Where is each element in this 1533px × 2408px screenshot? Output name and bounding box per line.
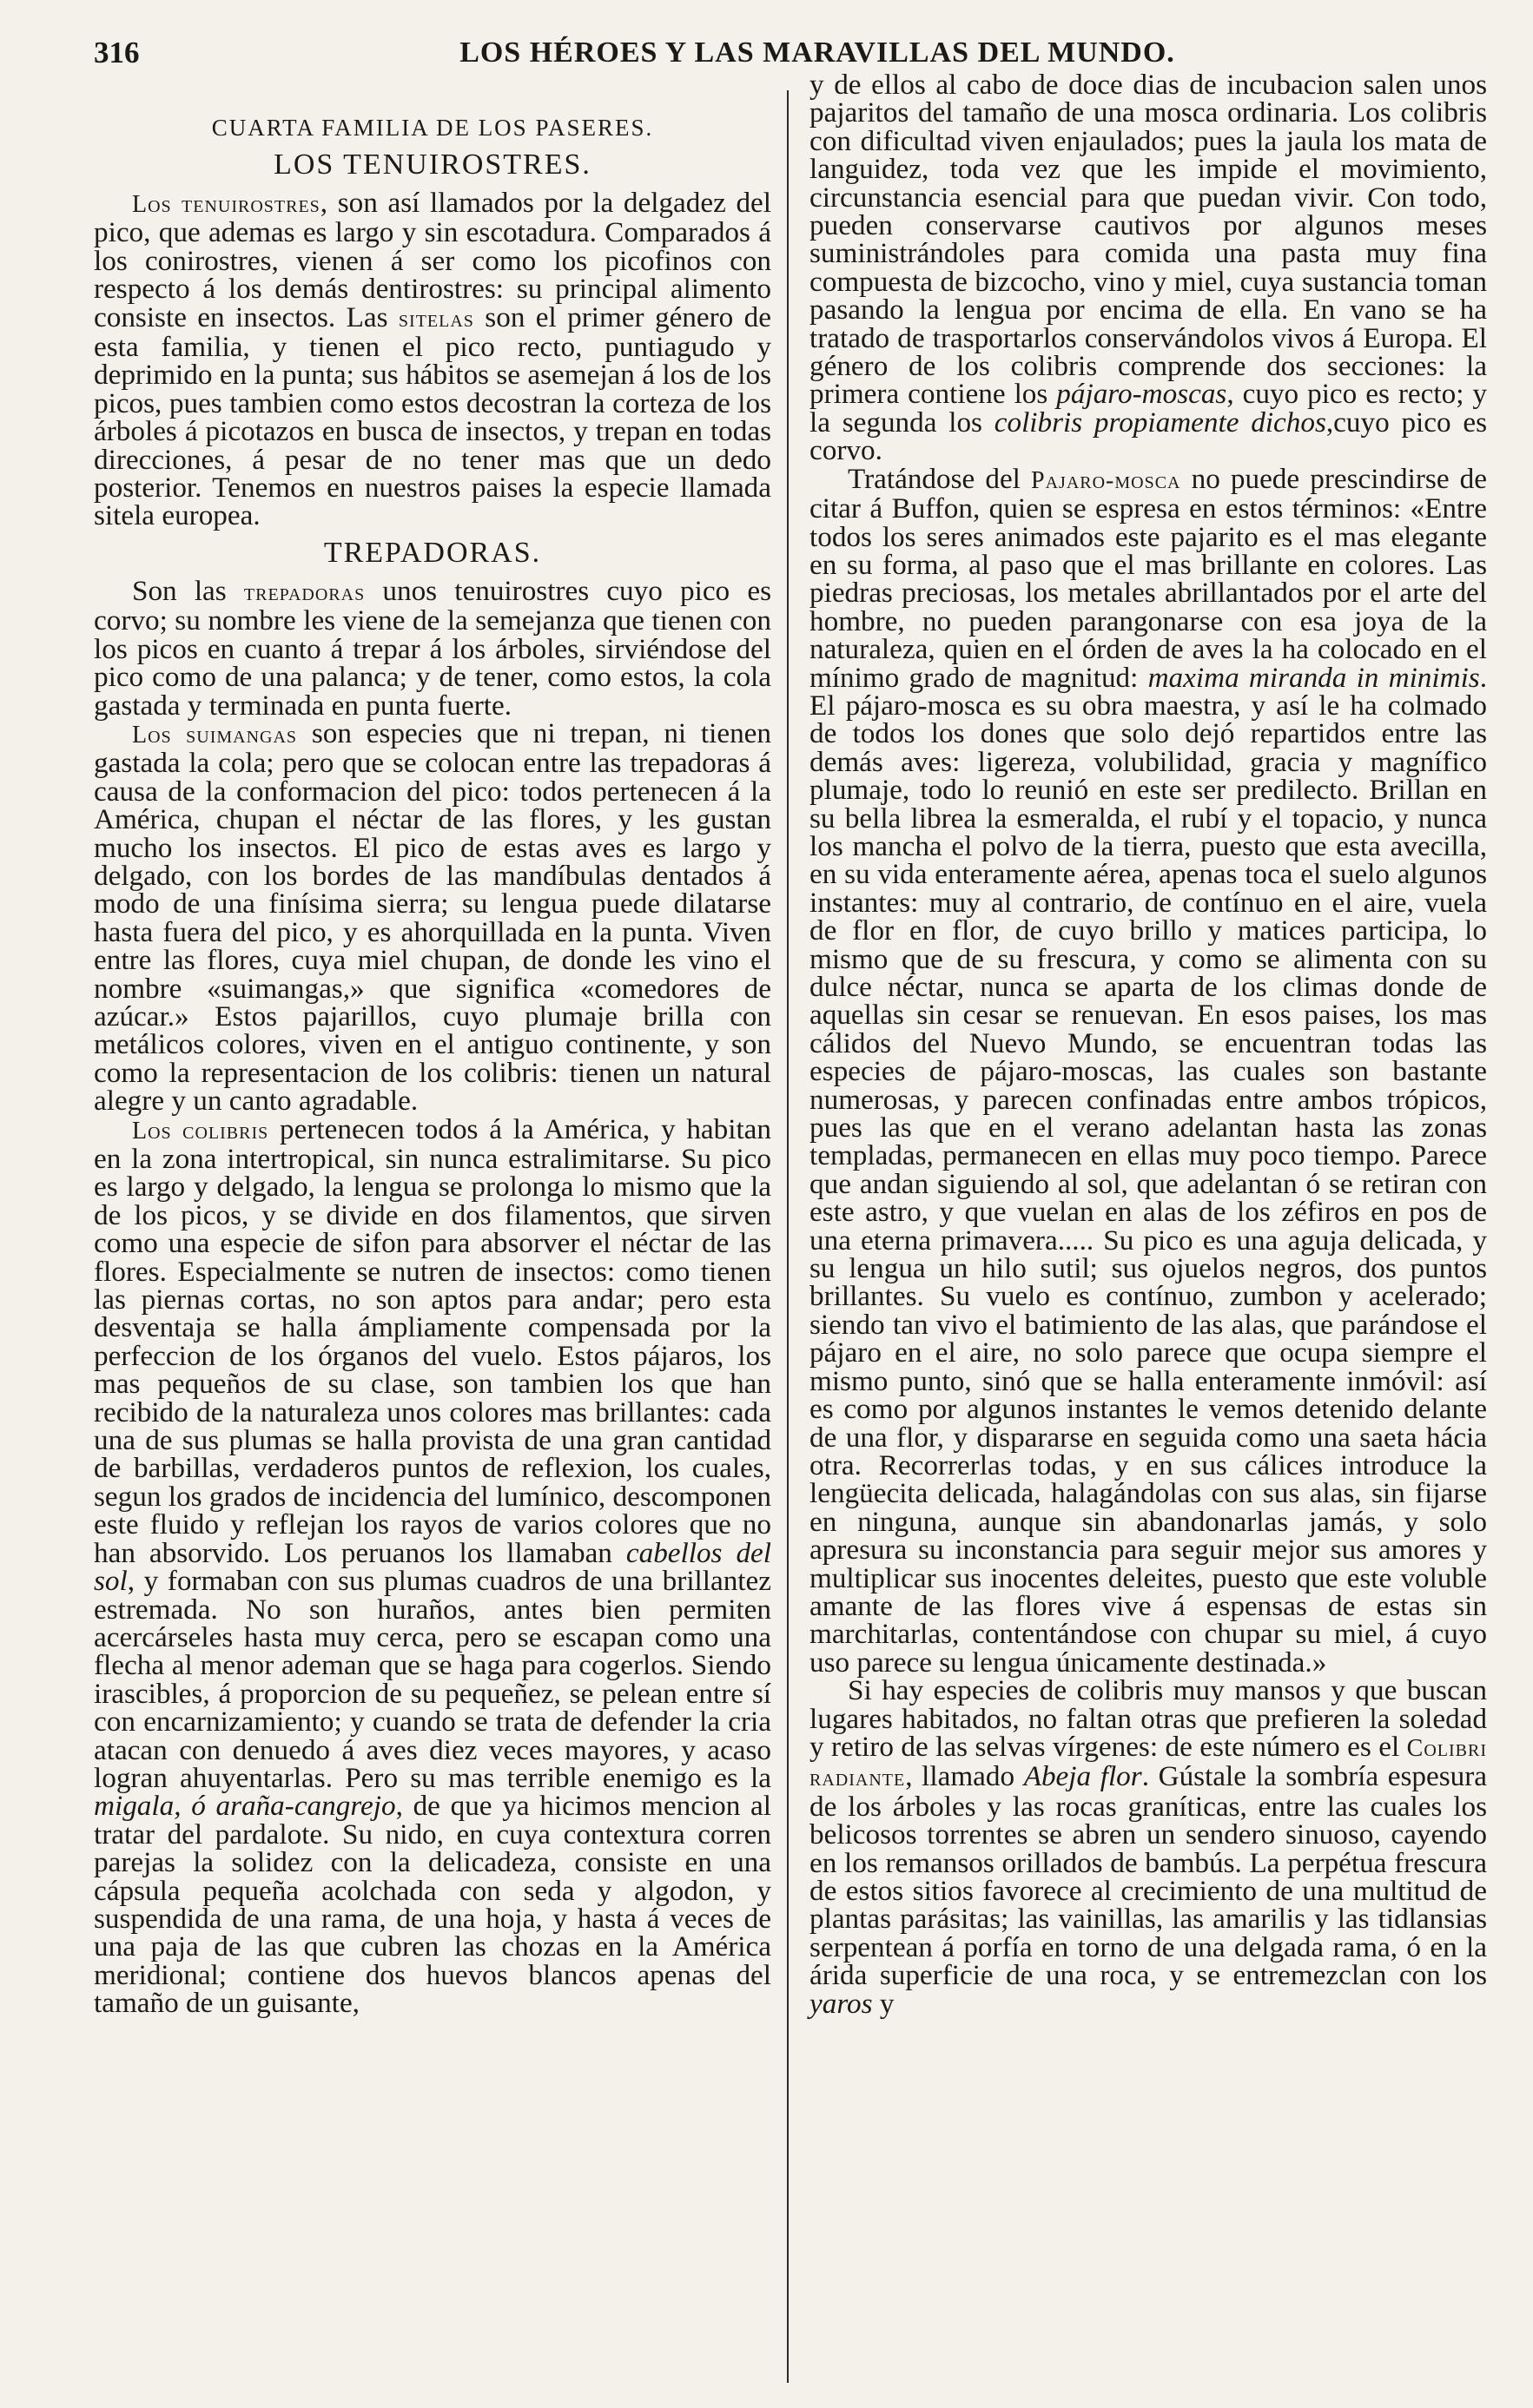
paragraph-continuation (809, 71, 1487, 465)
paragraph-tenuirostres (94, 189, 771, 531)
term-suimangas: Los suimangas (132, 721, 298, 749)
paragraph-trepadoras (94, 574, 771, 722)
italic-phrase: colibris propiamente dichos (994, 406, 1326, 439)
paragraph-text: Son las (132, 574, 244, 607)
italic-phrase: migala, ó araña-cangrejo (94, 1790, 396, 1823)
left-column (94, 71, 771, 2018)
section-heading-trepadoras: TREPADORAS. (323, 536, 542, 569)
paragraph-text: son el primer género de esta familia, y tienen el pico recto, puntiagudo y deprimido en la punta; sus hábitos se asemejan á los de los picos, pues tambien como estos decostran la corteza de los árboles á picotazos en busca de insectos, y trepan en todas direcciones, á pesar de no tener mas que un dedo posterior. Tenemos en nuestros paises la especie llamada sitela europea. (94, 300, 771, 532)
page-number: 316 (94, 36, 140, 69)
italic-phrase: pájaro-moscas (1056, 378, 1227, 411)
paragraph-text: unos tenuirostres cuyo pico es corvo; su nombre les viene de la semejanza que tienen con los picos en cuanto á trepar á los árboles, sirviéndose del pico como de una palanca; y de tener, como estos, la cola gastada y terminada en punta fuerte. (94, 574, 771, 722)
running-title: LOS HÉROES Y LAS MARAVILLAS DEL MUNDO. (459, 36, 1175, 69)
section-heading-tenuirostres: LOS TENUIROSTRES. (274, 148, 591, 181)
paragraph-text: , son así llamados por la delgadez del pico, que ademas es largo y sin escotadura. Comparados á los conirostres, vienen á ser como los picofinos con respecto á los demás dentirostres: su principal alimento consiste en insectos. Las (94, 187, 771, 333)
italic-phrase: Abeja flor (1023, 1760, 1142, 1793)
paragraph-text: pertenecen todos á la América, y habitan en la zona intertropical, sin nunca estralimitarse. Su pico es largo y delgado, la lengua se prolonga lo mismo que la de los picos, y se divide en dos filamentos, que sirven como una especie de sifon para absorver el néctar de las flores. Especialmente se nutren de insectos: como tienen las piernas cortas, no son aptos para andar; pero esta desventaja se halla ámpliamente compensada por la perfeccion de los órganos del vuelo. Estos pájaros, los mas pequeños de su clase, son tambien los que han recibido de la naturaleza unos colores mas brillantes: cada una de sus plumas se halla provista de una gran cantidad de barbillas, verdaderos puntos de reflexion, los cuales, segun los grados de incidencia del lumínico, descomponen este fluido y reflejan los rayos de varios colores que no han absorvido. Los peruanos los llamaban (94, 1112, 771, 1569)
italic-phrase: maxima miranda in minimis (1147, 661, 1480, 694)
italic-phrase: yaros (809, 1987, 873, 2020)
term-pajaro-mosca: Pajaro-mosca (1031, 466, 1181, 494)
paragraph-text: ,cuyo pico es corvo. (809, 406, 1488, 467)
paragraph-colibri-radiante (809, 1674, 1488, 2020)
paragraph-text: Si hay especies de colibris muy mansos y que buscan lugares habitados, no faltan otras que prefieren la soledad y retiro de las selvas vírgenes: de este número es el (809, 1674, 1487, 1763)
column-divider (787, 90, 789, 2383)
term-colibri-radiante: Colibri radiante (809, 1734, 1487, 1792)
paragraph-text: . El pájaro-mosca es su obra maestra, y así le ha colmado de todos los dones que solo dejó repartidos entre las demás aves: ligereza, volubilidad, gracia y magnífico plumaje, todo lo reunió en este ser predilecto. Brillan en su bella librea la esmeralda, el rubí y el topacio, y nunca los mancha el polvo de la tierra, puesto que esta avecilla, en su vida enteramente aérea, apenas toca el suelo algunos instantes: muy al contrario, de contínuo en el aire, vuela de flor en flor, de cuyo brillo y matices participa, lo mismo que de su frescura, y como se alimenta con su dulce néctar, nunca se aparta de los climas donde de aquellas sin cesar se renuevan. En esos paises, los mas cálidos del Nuevo Mundo, se encuentran todas las especies de pájaro-moscas, las cuales son bastante numerosas, y parecen confinadas entre ambos trópicos, pues las que en el verano adelantan hasta las zonas templadas, permanecen en ellas muy poco tiempo. Parece que andan siguiendo al sol, que adelantan ó se retiran con este astro, y que vuelan en alas de los zéfiros en pos de una eterna primavera..... Su pico es una aguja delicada, y su lengua un hilo sutil; sus ojuelos negros, dos puntos brillantes. Su vuelo es contínuo, zumbon y acelerado; siendo tan vivo el batimiento de las alas, que parándose el pájaro en el aire, no solo parece que ocupa siempre el mismo punto, sinó que se halla enteramente inmóvil: así es como por algunos instantes le vemos detenido delante de una flor, y dispararse en seguida como una saeta hácia otra. Recorrerlas todas, y en sus cálices introduce la lengüecita delicada, halagándolas con sus alas, sin fijarse en ninguna, aunque sin abandonarlas jamás, y solo apresura su inconstancia para seguir mejor sus amores y multiplicar sus inocentes deleites, puesto que este voluble amante de las flores vive á espensas de estas sin marchitarlas, contentándose con chupar su miel, á cuyo uso parece su lengua únicamente destinada.» (809, 661, 1488, 1679)
paragraph-text: Tratándose del (848, 462, 1032, 495)
paragraph-text: , llamado (905, 1760, 1024, 1793)
paragraph-text: , de que ya hicimos mencion al tratar del pardalote. Su nido, en cuya contextura corren parejas la solidez con la delicadeza, consiste en una cápsula pequeña acolchada con seda y algodon, y suspendida de una rama, de una hoja, y hasta á veces de una paja de las que cubren las chozas en la América meridional; contiene dos huevos blancos apenas del tamaño de un guisante, (94, 1790, 771, 2020)
term-sitelas: sitelas (398, 305, 474, 333)
term-tenuirostres: Los tenuirostres (132, 191, 320, 218)
paragraph-suimangas (94, 716, 771, 1118)
paragraph-text: . Gústale la sombría espesura de los árboles y las rocas graníticas, entre las cuales los belicosos torrentes se abren un sendero sinuoso, cayendo en los remansos orillados de bambús. La perpétua frescura de estos sitios favorece al crecimiento de una multitud de plantas parásitas; las vainillas, las amarilis y las tidlansias serpentean á porfía en torno de una delgada rama, ó en la árida superficie de una roca, y se entremezclan con los (809, 1760, 1488, 1992)
paragraph-text: y de ellos al cabo de doce dias de incubacion salen unos pajaritos del tamaño de una mosca ordinaria. Los colibris con dificultad viven enjaulados; pues la jaula los mata de languidez, toda vez que les impide el movimiento, circunstancia esencial para que puedan vivir. Con todo, pueden conservarse cautivos por algunos meses suministrándoles para comida una pasta muy fina compuesta de bizcocho, vino y miel, cuya sustancia toman pasando la lengua por encima de ella. En vano se ha tratado de trasportarlos conservándolos vivos á Europa. El género de los colibris comprende dos secciones: la primera contiene los (809, 69, 1487, 411)
term-trepadoras: trepadoras (243, 578, 366, 606)
family-label: CUARTA FAMILIA DE LOS PASERES. (211, 115, 654, 141)
paragraph-text: , cuyo pico es recto; y la segunda los (809, 378, 1487, 439)
paragraph-text: no puede prescindirse de citar á Buffon, quien se espresa en estos términos: «Entre todos los seres animados este pajarito es el mas elegante en su forma, al paso que el mas brillante en colores. Las piedras preciosas, los metales abrillantados por el arte del hombre, no pueden parangonarse con esa joya de la naturaleza, quien en el órden de aves la ha colocado en el mínimo grado de magnitud: (809, 462, 1487, 694)
term-colibris: Los colibris (132, 1117, 269, 1145)
paragraph-text: , y formaban con sus plumas cuadros de una brillantez estremada. No son huraños, antes bien permiten acercárseles hasta muy cerca, pero se escapan como una flecha al menor ademan que se haga para cogerlos. Siendo irascibles, á proporcion de su pequeñez, se pelean entre sí con encarnizamiento; y cuando se trata de defender la cria atacan con denuedo á aves diez veces mayores, y acaso logran ahuyentarlas. Pero su mas terrible enemigo es la (94, 1565, 771, 1794)
italic-phrase: cabellos del sol (94, 1536, 771, 1598)
paragraph-pajaro-mosca (809, 462, 1488, 1679)
paragraph-text: y (872, 1987, 895, 2020)
right-column (809, 71, 1487, 2018)
paragraph-text: son especies que ni trepan, ni tienen gastada la cola; pero que se colocan entre las trepadoras á causa de la conformacion del pico: todos pertenecen á la América, chupan el néctar de las flores, y les gustan mucho los insectos. El pico de estas aves es largo y delgado, con los bordes de las mandíbulas dentados á modo de una finísima sierra; su lengua puede dilatarse hasta fuera del pico, y es ahorquillada en la punta. Viven entre las flores, cuya miel chupan, de donde les vino el nombre «suimangas,» que significa «comedores de azúcar.» Estos pajarillos, cuyo plumaje brilla con metálicos colores, viven en el antiguo continente, y son como la representacion de los colibris: tienen un natural alegre y un canto agradable. (94, 716, 771, 1118)
paragraph-colibris (94, 1112, 771, 2020)
